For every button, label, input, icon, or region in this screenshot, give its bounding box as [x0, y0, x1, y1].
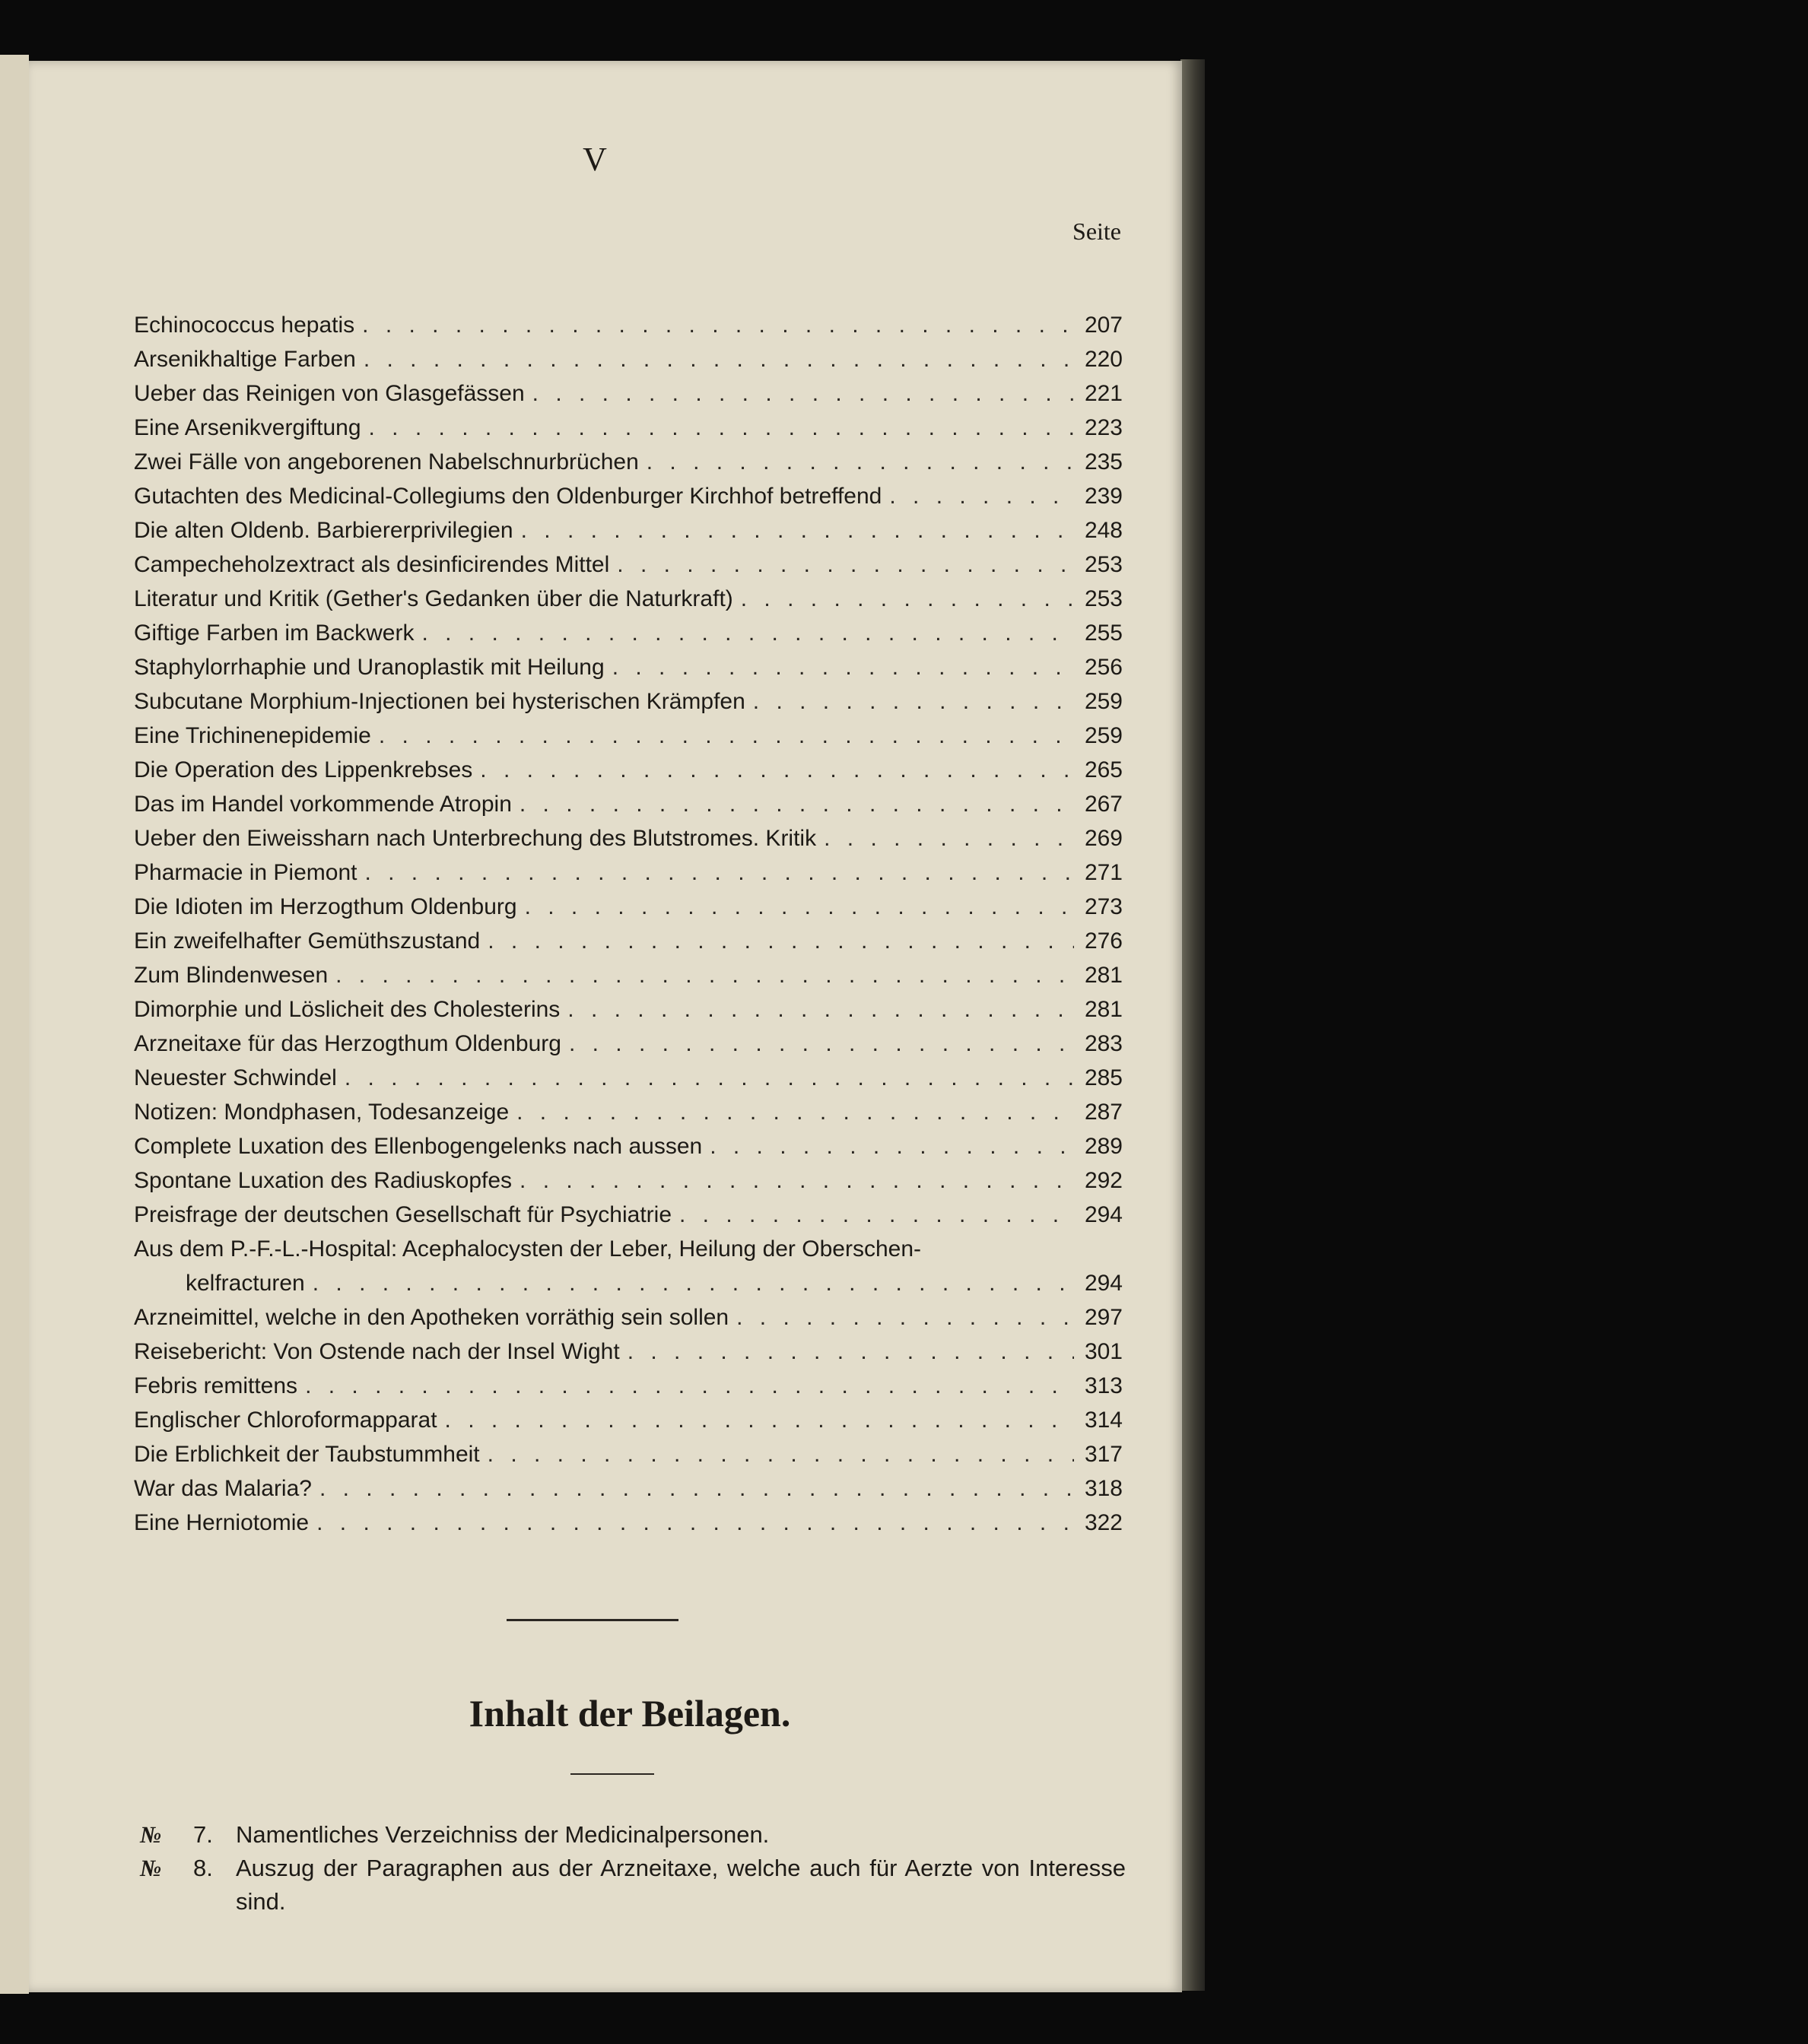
beilage-number: 7. — [193, 1821, 213, 1848]
toc-entry — [134, 586, 1123, 620]
toc-entry-title: Pharmacie in Piemont — [134, 860, 357, 885]
beilage-text: Namentliches Verzeichniss der Medicinalpersonen. — [236, 1821, 770, 1848]
toc-entry-page: 294 — [1084, 1271, 1123, 1296]
toc-entry-title: Ueber den Eiweissharn nach Unterbrechung des Blutstromes. Kritik — [134, 826, 817, 851]
toc-entry-title: Echinococcus hepatis — [134, 313, 355, 338]
toc-entry — [134, 894, 1123, 928]
toc-entry-page: 255 — [1084, 620, 1123, 646]
beilage-text: Auszug der Paragraphen aus der Arzneitaxe, welche auch für Aerzte von Interesse sind. — [236, 1855, 1126, 1915]
toc-entry-page: 207 — [1084, 313, 1123, 338]
toc-entry-title: Febris remittens — [134, 1373, 298, 1398]
toc-entry-title: Subcutane Morphium-Injectionen bei hysterischen Krämpfen — [134, 689, 745, 714]
leader-dots — [521, 518, 1074, 544]
leader-dots — [305, 1373, 1074, 1399]
leader-dots — [488, 1442, 1074, 1468]
seite-column-header: Seite — [1072, 217, 1121, 245]
leader-dots — [679, 1202, 1074, 1228]
toc-entry-page: 223 — [1084, 415, 1123, 440]
heading-underline — [570, 1773, 654, 1775]
leader-dots — [741, 586, 1074, 612]
toc-entry-title: Die Idioten im Herzogthum Oldenburg — [134, 894, 517, 919]
toc-entry-page: 281 — [1084, 963, 1123, 988]
leader-dots — [612, 655, 1074, 681]
toc-entry-page: 322 — [1084, 1510, 1123, 1535]
toc-entry-title: Die alten Oldenb. Barbiererprivilegien — [134, 518, 513, 543]
toc-entry-page: 289 — [1084, 1134, 1123, 1159]
toc-entry-page: 273 — [1084, 894, 1123, 919]
page-folio: V — [583, 141, 607, 178]
leader-dots — [316, 1510, 1074, 1536]
leader-dots — [647, 449, 1074, 475]
toc-entry-title: Die Operation des Lippenkrebses — [134, 757, 473, 782]
toc-entry-page: 276 — [1084, 928, 1123, 954]
toc-entry-title: Spontane Luxation des Radiuskopfes — [134, 1168, 513, 1193]
toc-entry — [134, 518, 1123, 552]
toc-entry — [134, 1305, 1123, 1339]
beilagen-list — [140, 1818, 1126, 1919]
toc-entry-title: Gutachten des Medicinal-Collegiums den Oldenburger Kirchhof betreffend — [134, 484, 882, 509]
toc-entry — [134, 484, 1123, 518]
toc-entry — [134, 928, 1123, 963]
left-page-edge — [0, 55, 29, 1994]
toc-entry-page: 221 — [1084, 381, 1123, 406]
toc-entry-title: Literatur und Kritik (Gether's Gedanken über die Naturkraft) — [134, 586, 733, 611]
leader-dots — [364, 347, 1074, 373]
toc-entry-page: 239 — [1084, 484, 1123, 509]
toc-entry-page: 265 — [1084, 757, 1123, 782]
toc-entry — [134, 1134, 1123, 1168]
toc-entry-page: 283 — [1084, 1031, 1123, 1056]
toc-entry-title: Eine Herniotomie — [134, 1510, 310, 1535]
toc-entry — [134, 1065, 1123, 1100]
toc-entry — [134, 723, 1123, 757]
toc-entry — [134, 1373, 1123, 1408]
leader-dots — [421, 620, 1074, 646]
leader-dots — [319, 1476, 1074, 1502]
toc-entry-page: 287 — [1084, 1100, 1123, 1125]
leader-dots — [445, 1408, 1074, 1433]
toc-entry-title: Campecheholzextract als desinficirendes Mittel — [134, 552, 610, 577]
leader-dots — [345, 1065, 1074, 1091]
toc-entry-page: 314 — [1084, 1408, 1123, 1433]
toc-entry-page: 317 — [1084, 1442, 1123, 1467]
leader-dots — [736, 1305, 1074, 1331]
beilage-entry — [140, 1852, 1126, 1919]
toc-entry-title: Arzneitaxe für das Herzogthum Oldenburg — [134, 1031, 561, 1056]
toc-entry-continuation — [134, 1271, 1123, 1305]
leader-dots — [488, 928, 1074, 954]
leader-dots — [369, 415, 1074, 441]
toc-entry-title: Giftige Farben im Backwerk — [134, 620, 415, 646]
leader-dots — [525, 894, 1074, 920]
toc-entry-title: Aus dem P.-F.-L.-Hospital: Acephalocysten der Leber, Heilung der Oberschen- — [134, 1236, 921, 1262]
toc-entry — [134, 1236, 1123, 1271]
leader-dots — [364, 860, 1074, 886]
toc-entry — [134, 1031, 1123, 1065]
toc-entry — [134, 1442, 1123, 1476]
toc-entry-page: 235 — [1084, 449, 1123, 474]
toc-entry-title: Zum Blindenwesen — [134, 963, 329, 988]
toc-entry-title: Arsenikhaltige Farben — [134, 347, 356, 372]
table-of-contents — [134, 313, 1123, 1544]
toc-entry-title: Eine Trichinenepidemie — [134, 723, 371, 748]
toc-entry-page: 271 — [1084, 860, 1123, 885]
toc-entry-page: 267 — [1084, 792, 1123, 817]
numero-sign: № — [140, 1821, 162, 1848]
toc-entry-page: 281 — [1084, 997, 1123, 1022]
toc-entry — [134, 860, 1123, 894]
toc-entry-title: Das im Handel vorkommende Atropin — [134, 792, 512, 817]
toc-entry — [134, 1168, 1123, 1202]
toc-entry — [134, 1202, 1123, 1236]
toc-entry — [134, 689, 1123, 723]
leader-dots — [362, 313, 1074, 338]
toc-entry-page: 294 — [1084, 1202, 1123, 1227]
toc-entry — [134, 1510, 1123, 1544]
toc-entry — [134, 997, 1123, 1031]
toc-entry — [134, 415, 1123, 449]
book-page — [29, 61, 1182, 1992]
section-divider — [507, 1619, 678, 1621]
toc-entry-page: 297 — [1084, 1305, 1123, 1330]
leader-dots — [753, 689, 1074, 715]
leader-dots — [335, 963, 1074, 989]
toc-entry-page: 285 — [1084, 1065, 1123, 1090]
toc-entry-page: 269 — [1084, 826, 1123, 851]
toc-entry — [134, 1339, 1123, 1373]
leader-dots — [824, 826, 1074, 852]
toc-entry-title: Die Erblichkeit der Taubstummheit — [134, 1442, 480, 1467]
leader-dots — [520, 1168, 1074, 1194]
toc-entry — [134, 1100, 1123, 1134]
toc-entry — [134, 963, 1123, 997]
toc-entry-title: Preisfrage der deutschen Gesellschaft für Psychiatrie — [134, 1202, 672, 1227]
book-spine — [1180, 59, 1205, 1991]
toc-entry-page: 318 — [1084, 1476, 1123, 1501]
toc-entry-title: Arzneimittel, welche in den Apotheken vorräthig sein sollen — [134, 1305, 729, 1330]
toc-entry-title: Ein zweifelhafter Gemüthszustand — [134, 928, 481, 954]
beilagen-heading: Inhalt der Beilagen. — [469, 1692, 791, 1735]
toc-entry-page: 313 — [1084, 1373, 1123, 1398]
toc-entry-page: 292 — [1084, 1168, 1123, 1193]
toc-entry-page: 253 — [1084, 552, 1123, 577]
numero-sign: № — [140, 1855, 162, 1881]
leader-dots — [480, 757, 1074, 783]
toc-entry — [134, 1408, 1123, 1442]
leader-dots — [516, 1100, 1074, 1125]
toc-entry-page: 248 — [1084, 518, 1123, 543]
beilage-number: 8. — [193, 1855, 213, 1881]
toc-entry — [134, 449, 1123, 484]
toc-entry-title: Eine Arsenikvergiftung — [134, 415, 361, 440]
leader-dots — [567, 997, 1074, 1023]
toc-entry — [134, 655, 1123, 689]
leader-dots — [569, 1031, 1074, 1057]
leader-dots — [313, 1271, 1074, 1297]
toc-entry-title: Staphylorrhaphie und Uranoplastik mit Heilung — [134, 655, 605, 680]
leader-dots — [710, 1134, 1074, 1160]
toc-entry — [134, 757, 1123, 792]
toc-entry-title: Reisebericht: Von Ostende nach der Insel Wight — [134, 1339, 620, 1364]
toc-entry — [134, 313, 1123, 347]
toc-entry-title: Dimorphie und Löslicheit des Cholesterins — [134, 997, 561, 1022]
leader-dots — [379, 723, 1074, 749]
beilage-entry — [140, 1818, 1126, 1852]
toc-entry-title: Englischer Chloroformapparat — [134, 1408, 437, 1433]
toc-entry-page: 259 — [1084, 723, 1123, 748]
toc-entry-title: Neuester Schwindel — [134, 1065, 337, 1090]
toc-entry-title: Complete Luxation des Ellenbogengelenks nach aussen — [134, 1134, 703, 1159]
toc-entry-page: 256 — [1084, 655, 1123, 680]
toc-entry-page: 253 — [1084, 586, 1123, 611]
toc-entry-title: Ueber das Reinigen von Glasgefässen — [134, 381, 525, 406]
toc-entry — [134, 381, 1123, 415]
toc-entry-title: Notizen: Mondphasen, Todesanzeige — [134, 1100, 510, 1125]
toc-entry — [134, 792, 1123, 826]
toc-entry-title: War das Malaria? — [134, 1476, 312, 1501]
leader-dots — [628, 1339, 1074, 1365]
leader-dots — [617, 552, 1074, 578]
toc-entry — [134, 826, 1123, 860]
leader-dots — [532, 381, 1074, 407]
toc-entry — [134, 1476, 1123, 1510]
toc-entry — [134, 552, 1123, 586]
toc-entry-page: 220 — [1084, 347, 1123, 372]
leader-dots — [520, 792, 1074, 817]
toc-entry-page: 301 — [1084, 1339, 1123, 1364]
toc-entry-page: 259 — [1084, 689, 1123, 714]
toc-entry — [134, 347, 1123, 381]
leader-dots — [889, 484, 1074, 509]
toc-entry — [134, 620, 1123, 655]
toc-entry-title-continued: kelfracturen — [186, 1271, 305, 1296]
toc-entry-title: Zwei Fälle von angeborenen Nabelschnurbrüchen — [134, 449, 639, 474]
